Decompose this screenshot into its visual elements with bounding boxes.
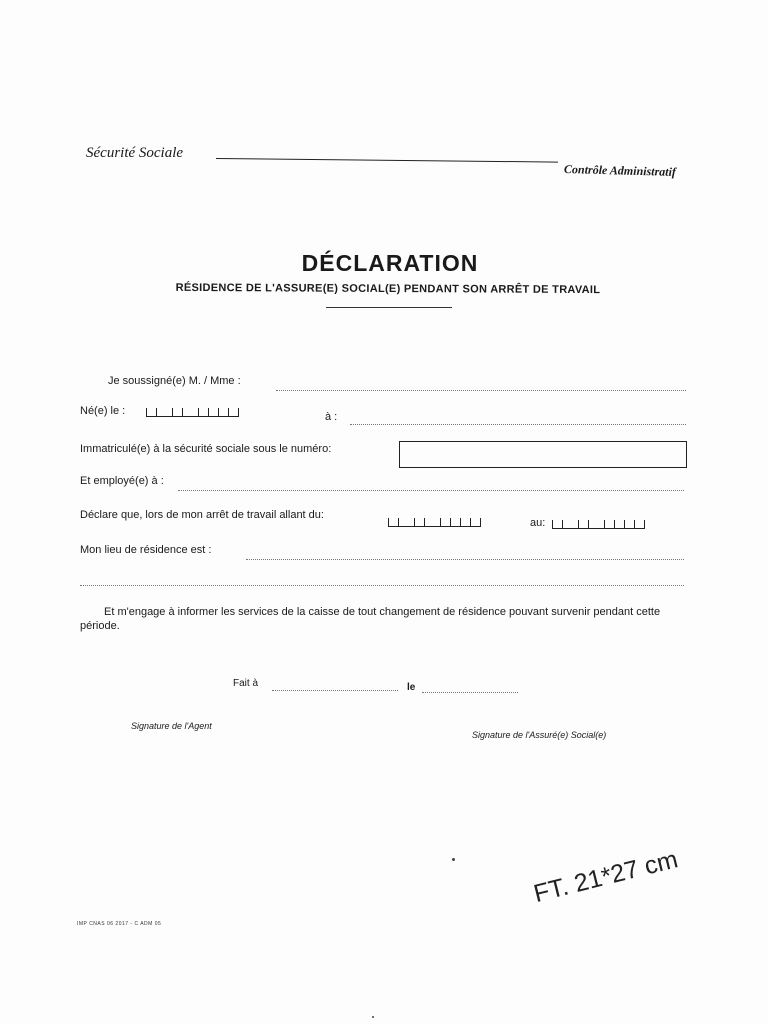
period-to-field[interactable] <box>552 517 645 529</box>
print-reference: IMP CNAS 06 2017 - C ADM 05 <box>77 921 162 927</box>
period-to-label: au: <box>530 517 546 529</box>
place-field[interactable] <box>272 690 398 691</box>
ss-number-label: Immatriculé(e) à la sécurité sociale sous le numéro: <box>80 443 332 455</box>
header-department: Contrôle Administratif <box>563 162 677 179</box>
residence-field-line-2[interactable] <box>80 585 684 586</box>
birth-date-label: Né(e) le : <box>80 405 126 417</box>
scan-speck <box>452 858 455 861</box>
format-stamp: FT. 21*27 cm <box>530 845 681 909</box>
insured-signature-label: Signature de l'Assuré(e) Social(e) <box>472 730 607 740</box>
date-label: le <box>407 682 416 693</box>
birth-place-field[interactable] <box>350 424 686 425</box>
document-subtitle: RÉSIDENCE DE L'ASSURE(E) SOCIAL(E) PENDANT SON ARRÊT DE TRAVAIL <box>175 281 601 297</box>
birth-date-field[interactable] <box>146 405 239 417</box>
agent-signature-label: Signature de l'Agent <box>131 721 212 731</box>
name-field[interactable] <box>276 390 686 391</box>
residence-field-line-1[interactable] <box>246 559 684 560</box>
birth-place-label: à : <box>325 411 338 423</box>
date-field[interactable] <box>422 692 518 693</box>
place-label: Fait à <box>233 678 259 689</box>
period-from-field[interactable] <box>388 515 481 527</box>
commitment-paragraph: Et m'engage à informer les services de la caisse de tout changement de résidence pouvant survenir pendant cette période. <box>80 606 661 632</box>
scan-speck <box>372 1016 374 1018</box>
period-label: Déclare que, lors de mon arrêt de travail allant du: <box>80 509 324 521</box>
header-rule <box>216 158 558 163</box>
employer-field[interactable] <box>178 490 684 491</box>
name-label: Je soussigné(e) M. / Mme : <box>108 375 241 387</box>
ss-number-field[interactable] <box>399 441 687 468</box>
employer-label: Et employé(e) à : <box>80 475 164 487</box>
header-organisation: Sécurité Sociale <box>86 145 184 161</box>
title-underline <box>326 307 452 308</box>
document-title: DÉCLARATION <box>301 250 479 276</box>
residence-label: Mon lieu de résidence est : <box>80 544 212 556</box>
